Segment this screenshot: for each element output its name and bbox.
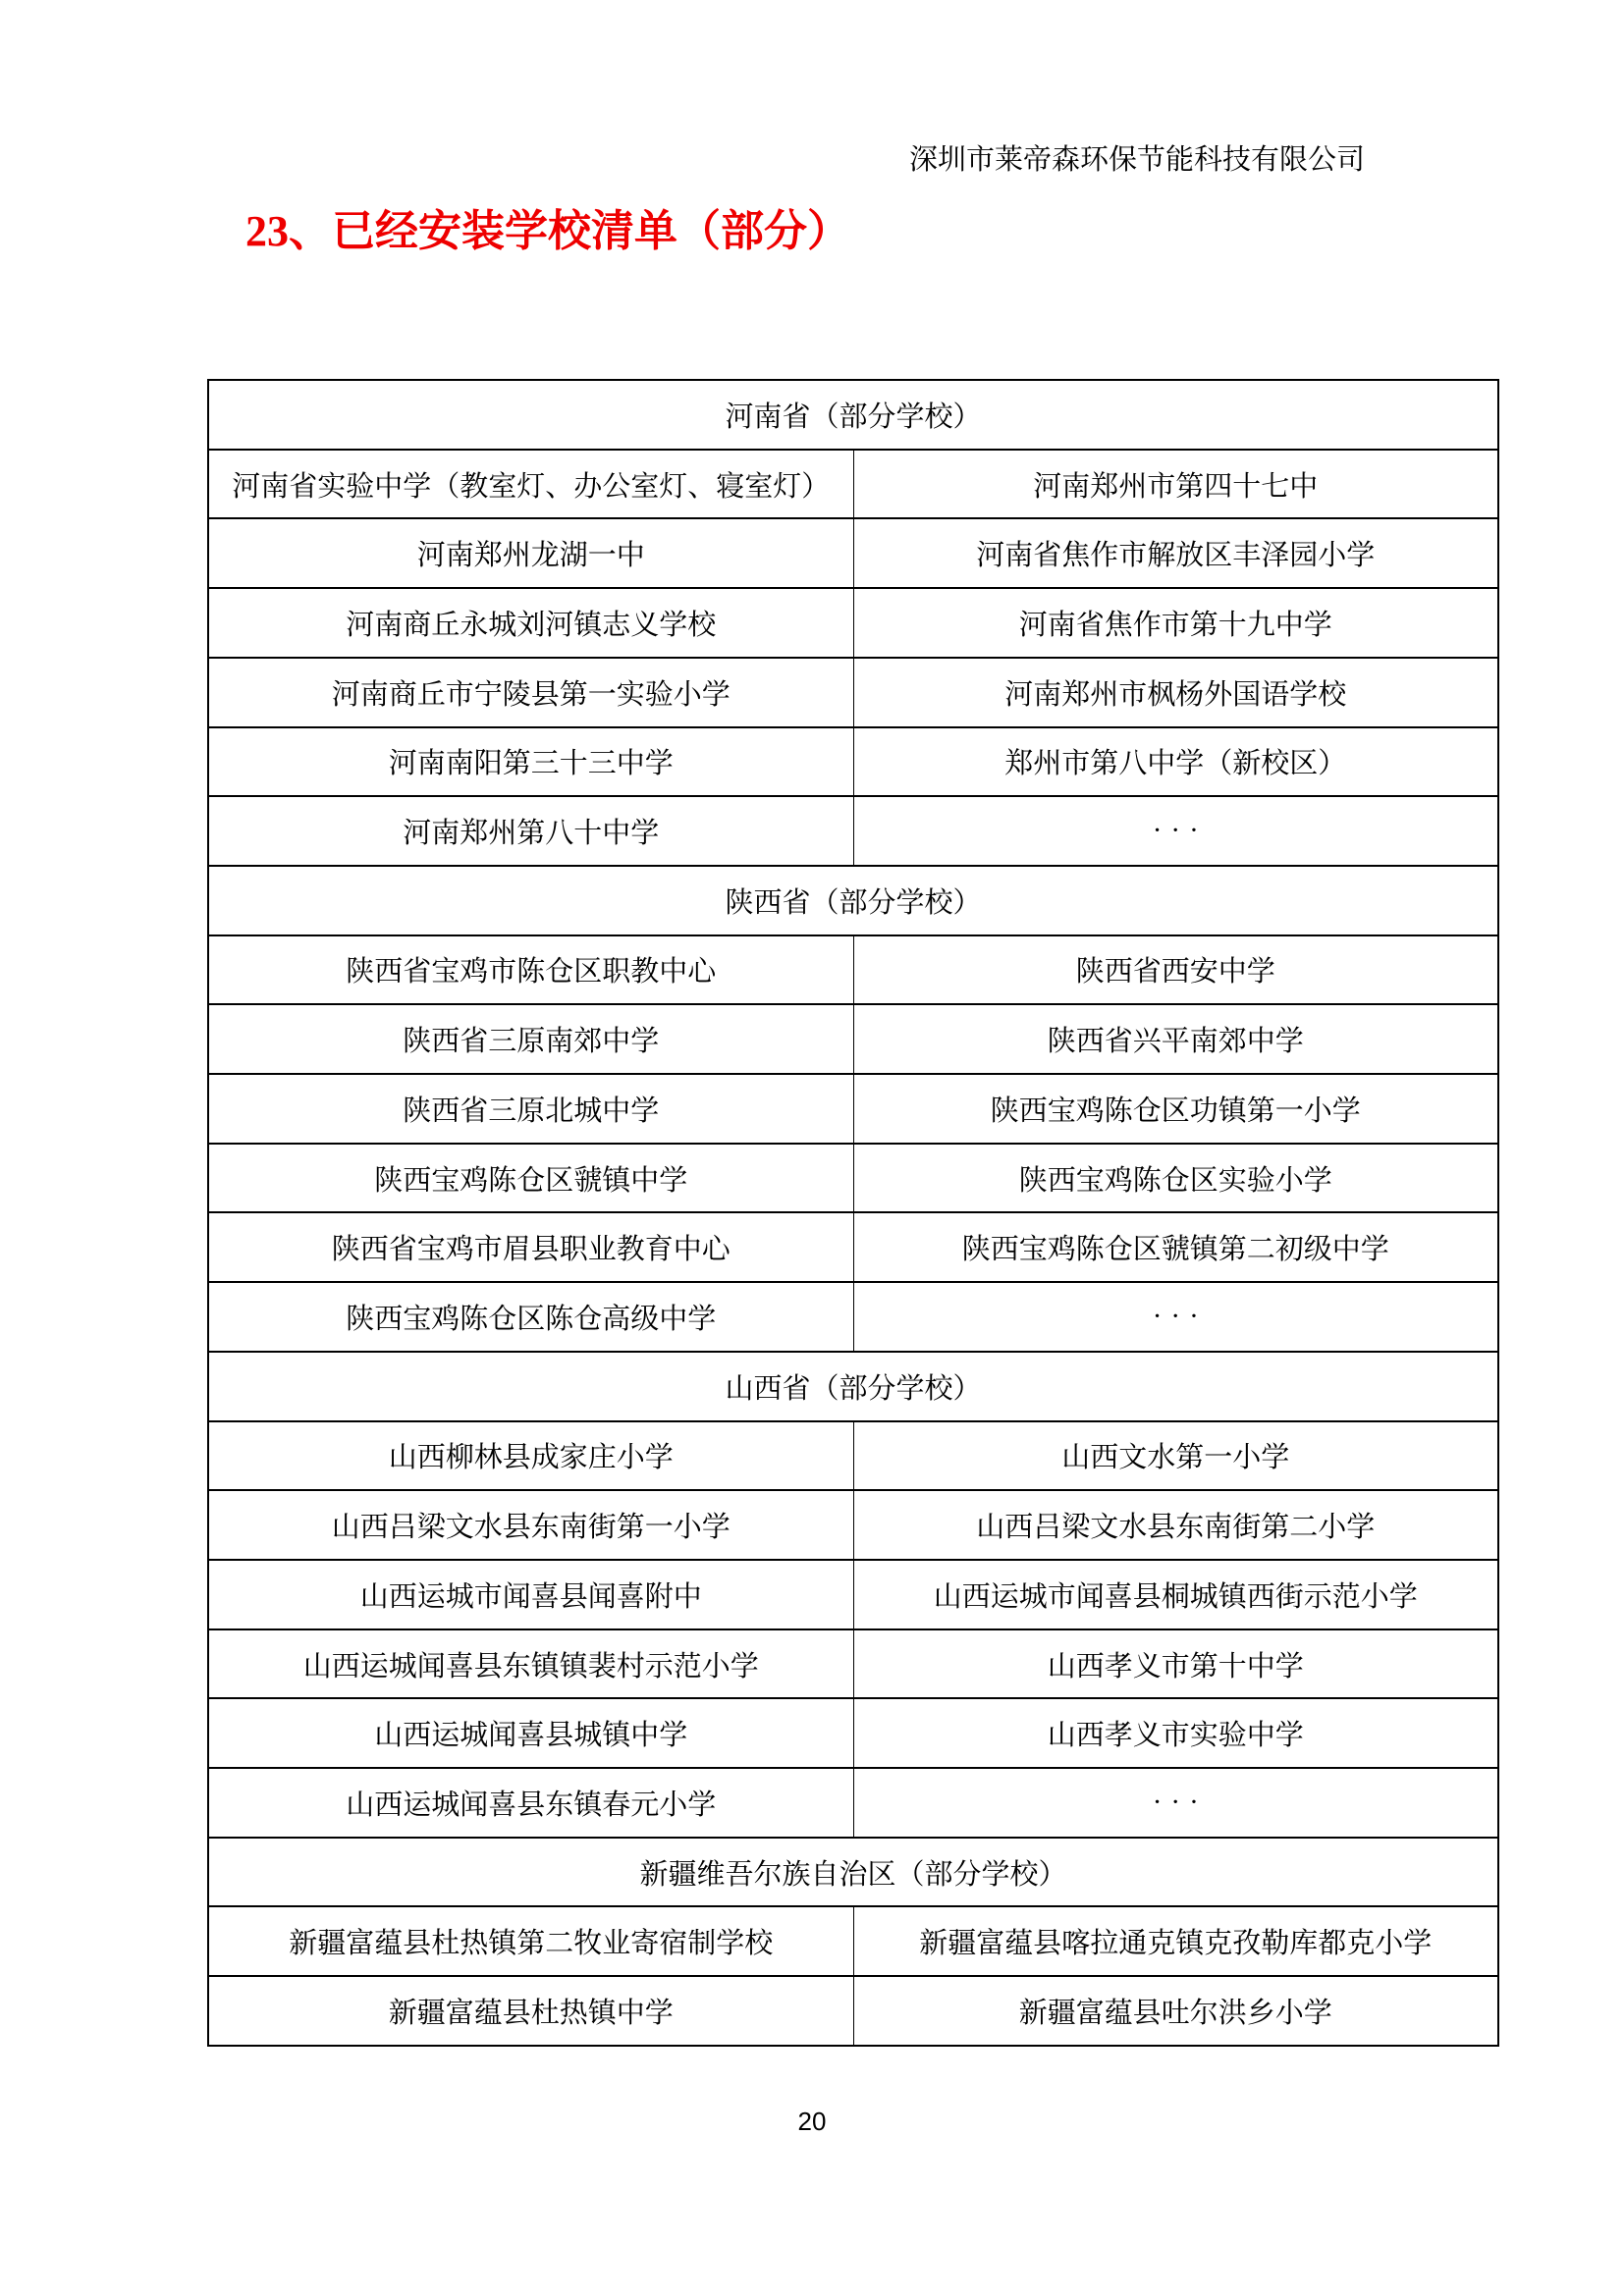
ellipsis-cell: ···: [853, 1768, 1498, 1838]
school-name-cell: 山西运城市闻喜县闻喜附中: [208, 1560, 853, 1629]
school-name-cell: 陕西宝鸡陈仓区陈仓高级中学: [208, 1282, 853, 1352]
school-row: [208, 935, 1498, 1005]
school-name-cell: 河南商丘市宁陵县第一实验小学: [208, 658, 853, 727]
province-section-header-row: [208, 1838, 1498, 1907]
installed-schools-table-body: [208, 380, 1498, 2046]
school-row: [208, 1144, 1498, 1213]
school-name-cell: 陕西省三原南郊中学: [208, 1004, 853, 1074]
school-row: [208, 1906, 1498, 1976]
school-name-cell: 郑州市第八中学（新校区）: [853, 727, 1498, 797]
installed-schools-table: [207, 379, 1499, 2047]
school-row: [208, 518, 1498, 588]
school-name-cell: 山西文水第一小学: [853, 1421, 1498, 1491]
school-name-cell: 山西运城闻喜县东镇春元小学: [208, 1768, 853, 1838]
school-row: [208, 1976, 1498, 2046]
school-name-cell: 河南南阳第三十三中学: [208, 727, 853, 797]
province-section-header-row: [208, 866, 1498, 935]
school-name-cell: 陕西宝鸡陈仓区功镇第一小学: [853, 1074, 1498, 1144]
school-name-cell: 陕西宝鸡陈仓区虢镇中学: [208, 1144, 853, 1213]
ellipsis-cell: ···: [853, 796, 1498, 866]
school-row: [208, 1560, 1498, 1629]
school-name-cell: 陕西省宝鸡市陈仓区职教中心: [208, 935, 853, 1005]
school-row: [208, 1698, 1498, 1768]
school-row: [208, 727, 1498, 797]
school-row: [208, 1768, 1498, 1838]
school-name-cell: 新疆富蕴县杜热镇第二牧业寄宿制学校: [208, 1906, 853, 1976]
school-row: [208, 658, 1498, 727]
school-name-cell: 山西吕梁文水县东南街第二小学: [853, 1490, 1498, 1560]
province-section-header-row: [208, 380, 1498, 450]
school-row: [208, 1282, 1498, 1352]
school-name-cell: 新疆富蕴县吐尔洪乡小学: [853, 1976, 1498, 2046]
province-section-header-cell: 山西省（部分学校）: [208, 1352, 1498, 1421]
school-name-cell: 河南郑州第八十中学: [208, 796, 853, 866]
school-row: [208, 1074, 1498, 1144]
school-name-cell: 陕西宝鸡陈仓区实验小学: [853, 1144, 1498, 1213]
school-name-cell: 河南郑州市枫杨外国语学校: [853, 658, 1498, 727]
school-name-cell: 河南郑州龙湖一中: [208, 518, 853, 588]
school-name-cell: 山西运城闻喜县城镇中学: [208, 1698, 853, 1768]
school-row: [208, 796, 1498, 866]
school-name-cell: 山西运城闻喜县东镇镇裴村示范小学: [208, 1629, 853, 1699]
province-section-header-cell: 河南省（部分学校）: [208, 380, 1498, 450]
school-name-cell: 河南省焦作市解放区丰泽园小学: [853, 518, 1498, 588]
school-row: [208, 1490, 1498, 1560]
school-name-cell: 河南省焦作市第十九中学: [853, 588, 1498, 658]
page-number: 20: [797, 2107, 827, 2136]
school-name-cell: 新疆富蕴县喀拉通克镇克孜勒库都克小学: [853, 1906, 1498, 1976]
school-name-cell: 河南省实验中学（教室灯、办公室灯、寝室灯）: [208, 450, 853, 519]
province-section-header-row: [208, 1352, 1498, 1421]
school-name-cell: 山西运城市闻喜县桐城镇西街示范小学: [853, 1560, 1498, 1629]
school-name-cell: 新疆富蕴县杜热镇中学: [208, 1976, 853, 2046]
school-name-cell: 山西孝义市实验中学: [853, 1698, 1498, 1768]
school-name-cell: 河南商丘永城刘河镇志义学校: [208, 588, 853, 658]
school-row: [208, 588, 1498, 658]
school-name-cell: 河南郑州市第四十七中: [853, 450, 1498, 519]
school-name-cell: 山西孝义市第十中学: [853, 1629, 1498, 1699]
province-section-header-cell: 陕西省（部分学校）: [208, 866, 1498, 935]
school-row: [208, 450, 1498, 519]
section-title: 23、已经安装学校清单（部分）: [245, 207, 850, 255]
school-name-cell: 陕西省宝鸡市眉县职业教育中心: [208, 1212, 853, 1282]
company-header: 深圳市莱帝森环保节能科技有限公司: [908, 144, 1365, 176]
school-name-cell: 山西吕梁文水县东南街第一小学: [208, 1490, 853, 1560]
school-row: [208, 1004, 1498, 1074]
school-name-cell: 山西柳林县成家庄小学: [208, 1421, 853, 1491]
province-section-header-cell: 新疆维吾尔族自治区（部分学校）: [208, 1838, 1498, 1907]
school-row: [208, 1212, 1498, 1282]
school-name-cell: 陕西省西安中学: [853, 935, 1498, 1005]
school-row: [208, 1629, 1498, 1699]
school-row: [208, 1421, 1498, 1491]
school-name-cell: 陕西省兴平南郊中学: [853, 1004, 1498, 1074]
school-name-cell: 陕西宝鸡陈仓区虢镇第二初级中学: [853, 1212, 1498, 1282]
ellipsis-cell: ···: [853, 1282, 1498, 1352]
school-name-cell: 陕西省三原北城中学: [208, 1074, 853, 1144]
